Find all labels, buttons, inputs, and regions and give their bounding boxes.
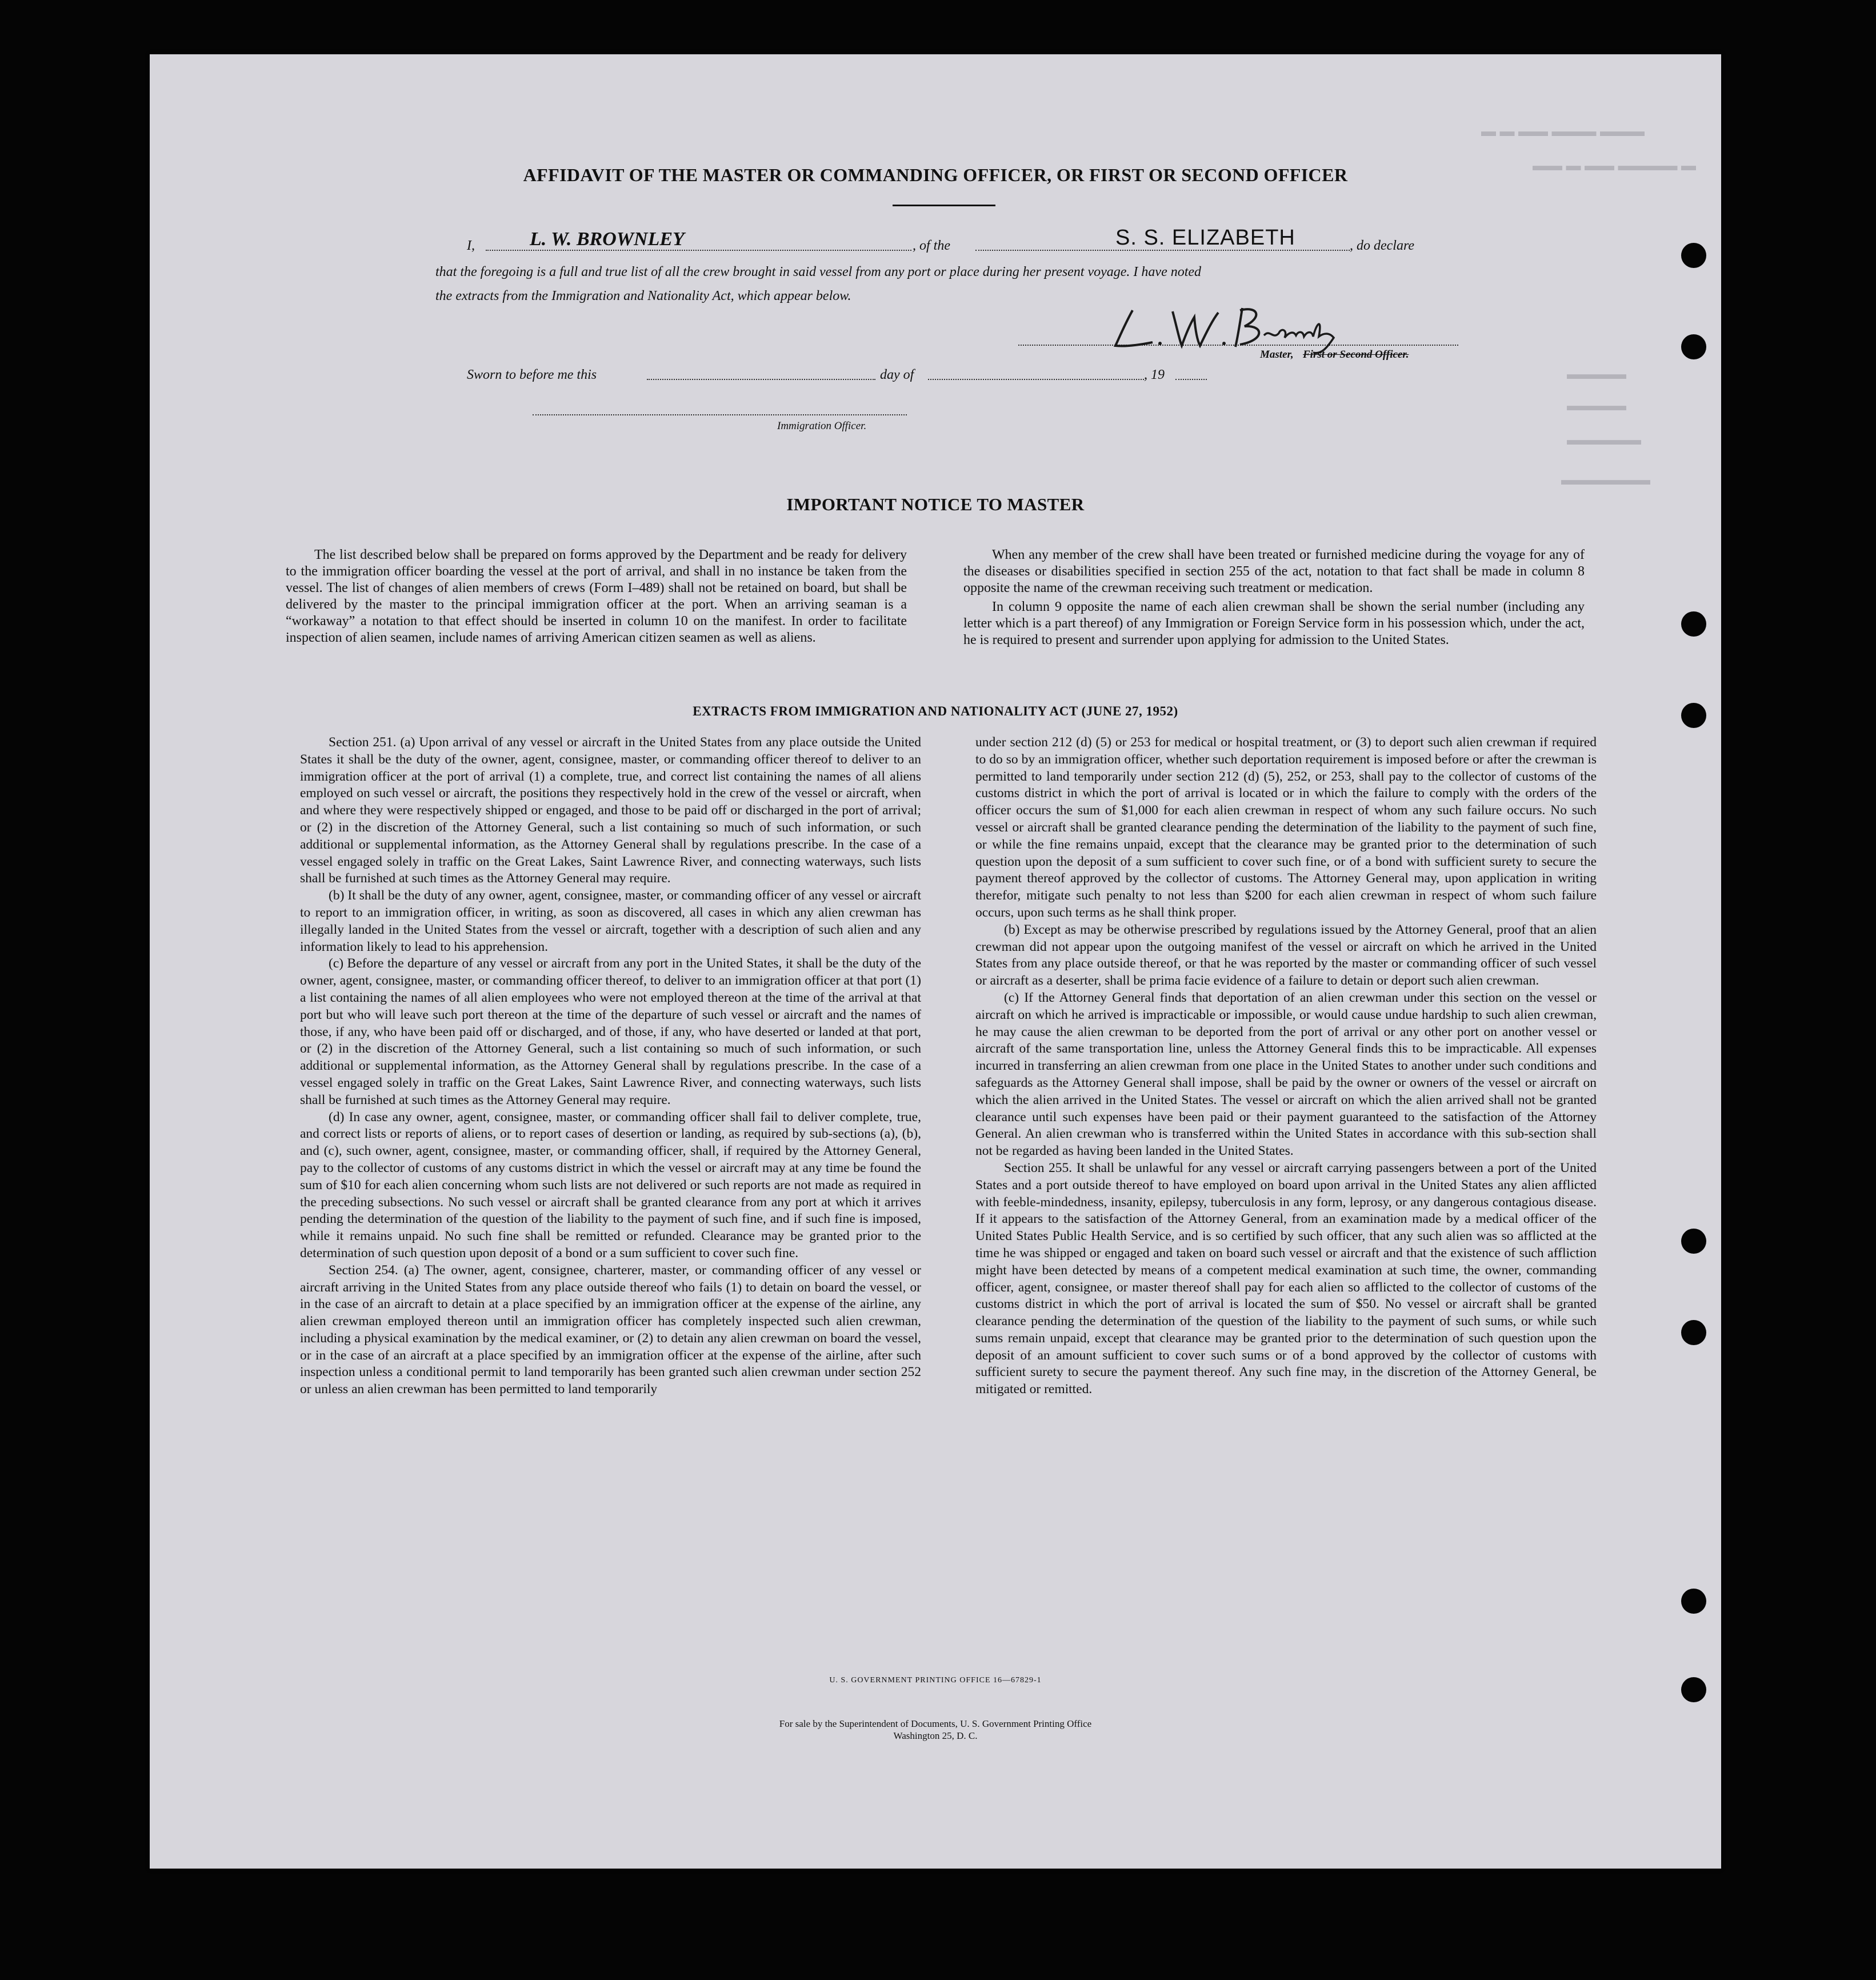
notice-paragraph: When any member of the crew shall have been treated or furnished medicine during the voyage for any of the diseases or disabilities specified in section 255 of the act, notation to that fact shall be made in column 8 opposite the name of the crewman receiving such treatment or medication. (963, 547, 1585, 595)
printing-office-line: U. S. GOVERNMENT PRINTING OFFICE 16—67829-1 (829, 1676, 1042, 1685)
extracts-left-column (300, 734, 921, 1398)
extract-paragraph: Section 251. (a) Upon arrival of any vessel or aircraft in the United States from any place outside the United States it shall be the duty of the owner, agent, consignee, master, or commanding officer thereof to deliver to an immigration officer at the port of arrival (1) a complete, true, and correct list containing the names of all aliens employed on such vessel or aircraft, the positions they respectively hold in the crew of the vessel or aircraft, when and where they were respectively shipped or engaged, and those to be paid off or discharged in the port of arrival; or (2) in the discretion of the Attorney General, such a list containing so much of such information, or such additional or supplemental information, as the Attorney General shall by regulations prescribe. In the case of a vessel engaged solely in traffic on the Great Lakes, Saint Lawrence River, and connecting waterways, such lists shall be furnished at such times as the Attorney General may require. (300, 735, 921, 886)
punch-hole (1681, 1229, 1706, 1254)
punch-hole (1681, 1589, 1706, 1614)
year-line (1175, 379, 1207, 380)
affidavit-title: AFFIDAVIT OF THE MASTER OR COMMANDING OFFICER, OR FIRST OR SECOND OFFICER (523, 165, 1348, 185)
bleed-through-mark: ▬▬▬▬▬▬ (1561, 471, 1650, 488)
extract-paragraph: (b) It shall be the duty of any owner, agent, consignee, master, or commanding officer of any vessel or aircraft to report to an immigration officer, in writing, as soon as discovered, all cases in which any alien crewman has illegally landed in the United States from the vessel or aircraft, together with a description of such alien and any information likely to lead to his apprehension. (300, 888, 921, 954)
extract-paragraph: Section 255. It shall be unlawful for any vessel or aircraft carrying passengers between a port of the United States and a port outside thereof to have employed on board upon arrival in the United States any alien afflicted with feeble-mindedness, insanity, epilepsy, tuberculosis in any form, leprosy, or any dangerous contagious disease. If it appears to the satisfaction of the Attorney General, from an examination made by a medical officer of the United States Public Health Service, and is so certified by such officer, that any such alien was so afflicted at the time he was shipped or engaged and taken on board such vessel or aircraft and that the existence of such affliction might have been detected by means of a competent medical examination at such time, the owner, commanding officer, agent, consignee, or master thereof shall pay for each alien so afflicted to the collector of customs of the customs district in which the port of arrival is located the sum of $50. No vessel or aircraft shall be granted clearance pending the determination of the question of the liability to the payment of such sums, or while such sums remain unpaid, except that clearance may be granted prior to the determination of such question upon the deposit of an amount sufficient to cover such sums or of a bond approved by the collector of customs with sufficient surety to secure the payment thereof. Any such fine may, in the discretion of the Attorney General, be mitigated or remitted. (975, 1160, 1597, 1397)
punch-hole (1681, 1320, 1706, 1345)
statement-line-1: that the foregoing is a full and true list of all the crew brought in said vessel from any port or place during her present voyage. I have noted (435, 265, 1202, 279)
year-prefix-label: , 19 (1144, 367, 1165, 382)
extracts-right-column (975, 734, 1597, 1398)
extract-paragraph: Section 254. (a) The owner, agent, consignee, charterer, master, or commanding officer of any vessel or aircraft arriving in the United States from any place outside thereof who fails (1) to detain on board the vessel, or in the case of an aircraft to detain at a place specified by an immigration officer at the expense of the airline, any alien crewman employed thereon until an immigration officer has completely inspected such alien crewman, including a physical examination by the medical examiner, or (2) to detain any alien crewman on board the vessel, or in the case of an aircraft at a place specified by an immigration officer at the expense of the airline, after such inspection unless a conditional permit to land temporarily has been granted such alien crewman under section 252 or unless an alien crewman has been permitted to land temporarily (300, 1262, 921, 1397)
day-of-label: day of (880, 367, 914, 382)
notice-right-column (963, 547, 1585, 649)
struck-officer-label: First or Second Officer. (1303, 349, 1409, 361)
notice-title: IMPORTANT NOTICE TO MASTER (786, 494, 1085, 514)
sworn-date-line (647, 379, 875, 380)
statement-line-2: the extracts from the Immigration and Nationality Act, which appear below. (435, 289, 851, 303)
extract-paragraph: (b) Except as may be otherwise prescribed by regulations issued by the Attorney General, proof that an alien crewman did not appear upon the outgoing manifest of the vessel or aircraft on which he arrived in the United States from any place outside thereof, or that he was reported by the master or commanding officer of such vessel or aircraft as a deserter, shall be prima facie evidence of a failure to detain or deport such alien crewman. (975, 922, 1597, 989)
sale-notice-line-1: For sale by the Superintendent of Documents, U. S. Government Printing Office (779, 1718, 1092, 1729)
bleed-through-mark: ▬▬▬▬ (1567, 397, 1626, 414)
sale-notice-line-2: Washington 25, D. C. (893, 1730, 978, 1741)
master-label: Master, (1260, 349, 1294, 361)
bleed-through-mark: ▬▬▬▬▬ (1567, 431, 1641, 448)
do-declare-label: , do declare (1350, 238, 1415, 253)
punch-hole (1681, 243, 1706, 268)
extract-paragraph: (c) Before the departure of any vessel or aircraft from any port in the United States, it shall be the duty of the owner, agent, consignee, master, or commanding officer thereof, to deliver to an immigration officer at that port (1) a list containing the names of all alien employees who were not employed thereon at the time of the arrival at that port but who will leave such port thereon at the time of the departure of such vessel or aircraft and the names of those, if any, who have been paid off or discharged, and of those, if any, who have deserted or landed at that port, or (2) in the discretion of the Attorney General, such a list containing so much of such information, or such additional or supplemental information, as the Attorney General shall by regulations prescribe. In the case of a vessel engaged solely in traffic on the Great Lakes, Saint Lawrence River, and connecting waterways, such lists shall be furnished at such times as the Attorney General may require. (300, 956, 921, 1107)
notice-left-column (286, 547, 907, 646)
i-label: I, (467, 238, 475, 253)
extracts-title: EXTRACTS FROM IMMIGRATION AND NATIONALITY ACT (JUNE 27, 1952) (693, 704, 1178, 718)
bleed-through-mark: ▬▬ ▬ ▬▬ ▬▬▬▬ ▬ (1533, 157, 1696, 174)
month-line (928, 379, 1144, 380)
bleed-through-mark: ▬ ▬ ▬▬ ▬▬▬ ▬▬▬ (1481, 123, 1645, 139)
master-name: L. W. BROWNLEY (530, 229, 685, 250)
bleed-through-mark: ▬▬▬▬ (1567, 366, 1626, 382)
notice-paragraph: The list described below shall be prepared on forms approved by the Department and be ready for delivery to the immigration officer boarding the vessel at the port of arrival, and shall in no instance be taken from the vessel. The list of changes of alien members of crews (Form I–489) shall not be retained on board, but shall be delivered by the master to the principal immigration officer at the port. When an arriving seaman is a “workaway” a notation to that effect should be inserted in column 10 on the manifest. In order to facilitate inspection of alien seamen, include names of arriving American citizen seamen as well as aliens. (286, 547, 907, 645)
title-divider (893, 205, 995, 206)
extract-paragraph: (c) If the Attorney General finds that deportation of an alien crewman under this section on the vessel or aircraft on which he arrived is impracticable or impossible, or would cause undue hardship to such alien crewman, he may cause the alien crewman to be deported from the port of arrival or any other port on another vessel or aircraft of the same transportation line, unless the Attorney General finds this to be impracticable. All expenses incurred in transferring an alien crewman from one place in the United States to another under such conditions and safeguards as the Attorney General shall impose, shall be paid by the owner or owners of the vessel or aircraft on which the alien arrived in the United States. The vessel or aircraft on which the alien arrived shall not be granted clearance until such expenses have been paid or their payment guaranteed to the satisfaction of the Attorney General. An alien crewman who is transferred within the United States in accordance with this sub-section shall not be regarded as having been landed in the United States. (975, 990, 1597, 1159)
extract-paragraph: (d) In case any owner, agent, consignee, master, or commanding officer shall fail to deliver complete, true, and correct lists or reports of aliens, or to report cases of desertion or landing, as required by sub-sections (a), (b), and (c), such owner, agent, consignee, master, or commanding officer, shall, if required by the Attorney General, pay to the collector of customs of any customs district in which the vessel or aircraft may at any time be found the sum of $10 for each alien concerning whom such lists are not delivered or such reports are not made as required in the preceding subsections. No such vessel or aircraft shall be granted clearance from any port at which it arrives pending the determination of the question of the liability to the payment of such fine, and if such fine is imposed, while it remains unpaid. No such fine shall be remitted or refunded. Clearance may be granted prior to the determination of such question upon deposit of a bond or a sum sufficient to cover such fine. (300, 1109, 921, 1261)
punch-hole (1681, 611, 1706, 637)
notice-paragraph: In column 9 opposite the name of each alien crewman shall be shown the serial number (including any letter which is a part thereof) of any Immigration or Foreign Service form in his possession which, under the act, he is required to present and surrender upon applying for admission to the United States. (963, 599, 1585, 647)
immigration-officer-line (533, 414, 907, 415)
of-the-label: , of the (913, 238, 950, 253)
sworn-label: Sworn to before me this (467, 367, 597, 382)
punch-hole (1681, 334, 1706, 359)
vessel-name: S. S. ELIZABETH (1115, 226, 1295, 250)
extract-paragraph: under section 212 (d) (5) or 253 for medical or hospital treatment, or (3) to deport such alien crewman if required to do so by an immigration officer, whether such deportation requirement is imposed before or after the crewman is permitted to land temporarily under section 212 (d) (5), 252, or 253, shall pay to the collector of customs of the customs district in which the port of arrival is located or in which the failure to comply with the orders of the officer occurs the sum of $1,000 for each alien crewman in respect of whom any such failure occurs. No such vessel or aircraft shall be granted clearance pending the determination of the liability to the payment of such fine, or while the fine remains unpaid, except that the clearance may be granted prior to the determination of such question upon the deposit of a sum sufficient to cover such fine, or of a bond with sufficient surety to secure the payment thereof approved by the collector of customs. The Attorney General may, upon application in writing therefor, mitigate such penalty to not less than $200 for each alien crewman in respect of whom such failure occurs, upon such terms as he shall think proper. (975, 735, 1597, 920)
immigration-officer-label: Immigration Officer. (777, 420, 867, 432)
document-page (150, 54, 1721, 1869)
